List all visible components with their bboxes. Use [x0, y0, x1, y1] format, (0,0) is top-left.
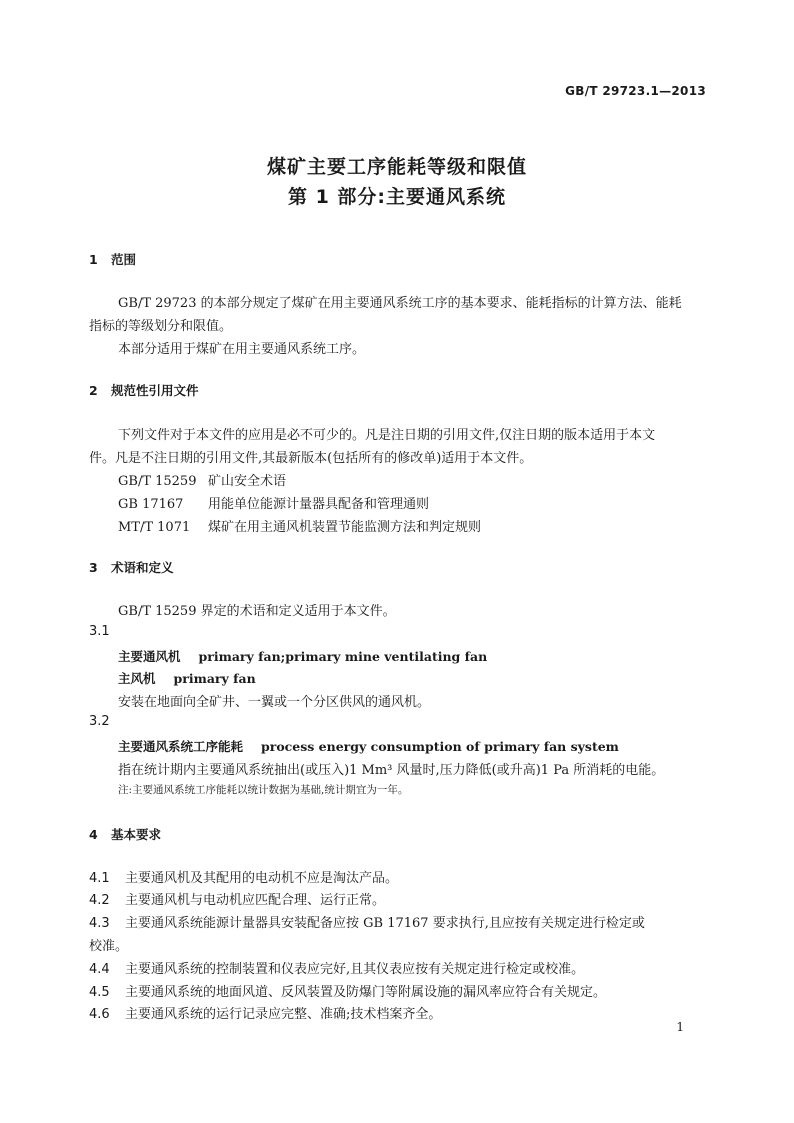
reference-title: 煤矿在用主通风机装置节能监测方法和判定规则: [208, 520, 482, 535]
term-number: 3.1: [89, 624, 110, 639]
section-number: 2: [89, 383, 98, 398]
term-definition: 指在统计期内主要通风系统抽出(或压入)1 Mm³ 风量时,压力降低(或升高)1 Pa 所消耗的电能。: [118, 763, 665, 778]
clause-item: [89, 1003, 441, 1022]
term-alt-entry: [118, 669, 256, 687]
document-title: 煤矿主要工序能耗等级和限值: [266, 156, 527, 178]
clause-text: 主要通风系统的地面风道、反风装置及防爆门等附属设施的漏风率应符合有关规定。: [125, 985, 607, 1000]
reference-title: 矿山安全术语: [208, 474, 287, 489]
section-number: 3: [89, 560, 98, 575]
clause-number: 4.5: [89, 985, 110, 1000]
paragraph-line: GB/T 29723 的本部分规定了煤矿在用主要通风系统工序的基本要求、能耗指标的计算方法、能耗: [118, 296, 682, 311]
clause-continuation: 校准。: [89, 939, 129, 954]
term-definition: 安装在地面向全矿井、一翼或一个分区供风的通风机。: [118, 695, 431, 710]
reference-item: [118, 493, 429, 512]
paragraph: 本部分适用于煤矿在用主要通风系统工序。: [118, 342, 366, 357]
reference-code: GB/T 15259: [118, 474, 197, 489]
section-1-heading: [89, 250, 136, 268]
section-2-heading: [89, 381, 199, 399]
term-cn: 主要通风系统工序能耗: [118, 739, 244, 754]
section-3-heading: [89, 558, 174, 576]
clause-number: 4.2: [89, 893, 110, 908]
section-4-heading: [89, 825, 161, 843]
paragraph-line: 件。凡是不注日期的引用文件,其最新版本(包括所有的修改单)适用于本文件。: [89, 451, 533, 466]
section-number: 1: [89, 252, 98, 267]
term-en: primary fan;primary mine ventilating fan: [198, 649, 488, 664]
term-number: 3.2: [89, 714, 110, 729]
reference-title: 用能单位能源计量器具配备和管理通则: [208, 497, 430, 512]
reference-item: [118, 516, 481, 535]
clause-item: [89, 912, 645, 931]
term-note: 注:主要通风系统工序能耗以统计数据为基础,统计期宜为一年。: [118, 784, 409, 796]
paragraph: GB/T 15259 界定的术语和定义适用于本文件。: [118, 604, 396, 619]
clause-text: 主要通风机与电动机应匹配合理、运行正常。: [125, 893, 386, 908]
section-title: 范围: [111, 252, 137, 267]
term-entry: [118, 737, 619, 755]
paragraph-line: 指标的等级划分和限值。: [89, 319, 233, 334]
clause-number: 4.3: [89, 916, 110, 931]
clause-number: 4.1: [89, 871, 110, 886]
term-entry: [118, 647, 487, 665]
clause-text: 主要通风系统的运行记录应完整、准确;技术档案齐全。: [125, 1007, 442, 1022]
standard-code: GB/T 29723.1—2013: [565, 84, 706, 98]
document-subtitle: 第 1 部分:主要通风系统: [287, 186, 507, 208]
clause-number: 4.6: [89, 1007, 110, 1022]
reference-code: MT/T 1071: [118, 520, 191, 535]
section-number: 4: [89, 827, 98, 842]
term-alt-cn: 主风机: [118, 671, 156, 686]
clause-item: [89, 889, 385, 908]
section-title: 术语和定义: [111, 560, 174, 575]
clause-text: 主要通风系统能源计量器具安装配备应按 GB 17167 要求执行,且应按有关规定进行检定或: [125, 916, 645, 931]
page-number: 1: [676, 1020, 684, 1034]
section-title: 基本要求: [111, 827, 162, 842]
clause-text: 主要通风系统的控制装置和仪表应完好,且其仪表应按有关规定进行检定或校准。: [125, 962, 585, 977]
reference-code: GB 17167: [118, 497, 184, 512]
term-en: process energy consumption of primary fan system: [261, 739, 619, 754]
reference-item: [118, 470, 286, 489]
term-alt-en: primary fan: [173, 671, 256, 686]
clause-text: 主要通风机及其配用的电动机不应是淘汰产品。: [125, 871, 399, 886]
clause-item: [89, 867, 398, 886]
paragraph-line: 下列文件对于本文件的应用是必不可少的。凡是注日期的引用文件,仅注日期的版本适用于本文: [118, 428, 656, 443]
clause-item: [89, 958, 584, 977]
term-cn: 主要通风机: [118, 649, 181, 664]
clause-item: [89, 981, 606, 1000]
clause-number: 4.4: [89, 962, 110, 977]
section-title: 规范性引用文件: [111, 383, 199, 398]
